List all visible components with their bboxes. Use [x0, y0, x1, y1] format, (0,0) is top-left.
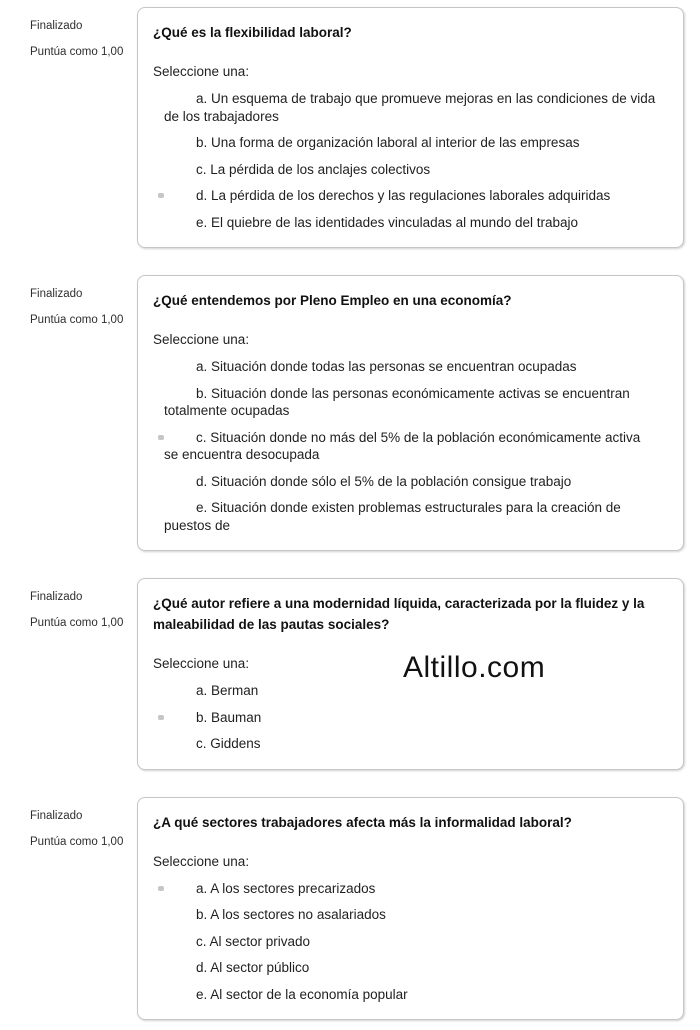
answer-option[interactable]	[164, 735, 658, 753]
answer-option[interactable]	[164, 473, 658, 491]
question-grade: Puntúa como 1,00	[30, 835, 124, 848]
answer-option-label: e. Situación donde existen problemas estructurales para la creación de puestos de	[164, 500, 621, 533]
radio-selected-icon[interactable]	[158, 435, 164, 440]
answer-option[interactable]	[164, 959, 658, 977]
answer-option[interactable]	[164, 499, 658, 534]
question-box	[137, 797, 684, 1021]
answer-option-label: b. Una forma de organización laboral al interior de las empresas	[196, 135, 580, 150]
question-grade: Puntúa como 1,00	[30, 617, 124, 629]
answer-option-label: c. La pérdida de los anclajes colectivos	[196, 161, 431, 177]
question-info-sidebar	[0, 7, 137, 248]
select-prompt: Seleccione una:	[153, 853, 250, 869]
answer-option-label: c. Giddens	[196, 736, 261, 751]
question-title: ¿A qué sectores trabajadores afecta más la informalidad laboral?	[153, 814, 572, 830]
question-status: Finalizado	[30, 288, 83, 300]
options-list	[153, 880, 658, 1004]
answer-option-label: d. Al sector público	[196, 960, 310, 975]
question-info-sidebar	[0, 578, 137, 770]
question-title: ¿Qué entendemos por Pleno Empleo en una economía?	[153, 293, 512, 308]
question-grade: Puntúa como 1,00	[30, 46, 124, 58]
answer-option[interactable]	[164, 385, 658, 420]
answer-option[interactable]	[164, 214, 658, 232]
options-list	[153, 682, 658, 753]
question-status: Finalizado	[30, 809, 83, 822]
altillo-watermark: Altillo.com	[403, 651, 546, 684]
answer-option-label: a. A los sectores precarizados	[196, 880, 376, 896]
question-block	[0, 578, 684, 770]
select-prompt: Seleccione una:	[153, 64, 250, 79]
question-box	[137, 578, 684, 770]
answer-option[interactable]	[164, 358, 658, 376]
radio-selected-icon[interactable]	[158, 886, 164, 891]
question-block	[0, 7, 684, 248]
question-status: Finalizado	[30, 20, 83, 32]
answer-option-label: a. Situación donde todas las personas se encuentran ocupadas	[196, 359, 577, 374]
question-info-sidebar	[0, 275, 137, 551]
question-title: ¿Qué es la flexibilidad laboral?	[153, 25, 352, 40]
answer-option-label: b. A los sectores no asalariados	[196, 907, 386, 922]
answer-option-label: e. El quiebre de las identidades vinculadas al mundo del trabajo	[196, 214, 579, 230]
answer-option-label: e. Al sector de la economía popular	[196, 986, 408, 1002]
question-title: ¿Qué autor refiere a una modernidad líquida, caracterizada por la fluidez y la maleabilidad de las pautas sociales?	[153, 596, 645, 632]
answer-option-label: a. Berman	[196, 683, 259, 698]
question-block	[0, 275, 684, 551]
question-status: Finalizado	[30, 591, 83, 603]
question-box	[137, 7, 684, 248]
answer-option[interactable]	[164, 986, 658, 1004]
options-list	[153, 358, 658, 534]
options-list	[153, 90, 658, 231]
select-prompt: Seleccione una:	[153, 656, 250, 671]
question-grade: Puntúa como 1,00	[30, 314, 124, 326]
answer-option[interactable]	[164, 906, 658, 924]
answer-option[interactable]	[164, 134, 658, 152]
answer-option[interactable]	[164, 161, 658, 179]
answer-option-label: c. Situación donde no más del 5% de la población económicamente activa se encuentra desocupada	[164, 429, 641, 462]
answer-option[interactable]	[164, 187, 658, 205]
answer-option[interactable]	[164, 709, 658, 727]
answer-option-label: b. Situación donde las personas económicamente activas se encuentran totalmente ocupadas	[164, 385, 630, 418]
answer-option-label: c. Al sector privado	[196, 933, 311, 949]
answer-option-label: d. Situación donde sólo el 5% de la población consigue trabajo	[196, 473, 572, 489]
answer-option-label: a. Un esquema de trabajo que promueve mejoras en las condiciones de vida de los trabajadores	[164, 91, 656, 124]
answer-option[interactable]	[164, 90, 658, 125]
select-prompt: Seleccione una:	[153, 332, 250, 347]
radio-selected-icon[interactable]	[158, 193, 164, 198]
question-info-sidebar	[0, 797, 137, 1021]
answer-option-label: d. La pérdida de los derechos y las regulaciones laborales adquiridas	[196, 188, 611, 203]
answer-option-label: b. Bauman	[196, 709, 262, 725]
answer-option[interactable]	[164, 933, 658, 951]
question-box	[137, 275, 684, 551]
question-block	[0, 797, 684, 1021]
radio-selected-icon[interactable]	[158, 715, 164, 720]
answer-option[interactable]	[164, 682, 658, 700]
answer-option[interactable]	[164, 880, 658, 898]
answer-option[interactable]	[164, 429, 658, 464]
